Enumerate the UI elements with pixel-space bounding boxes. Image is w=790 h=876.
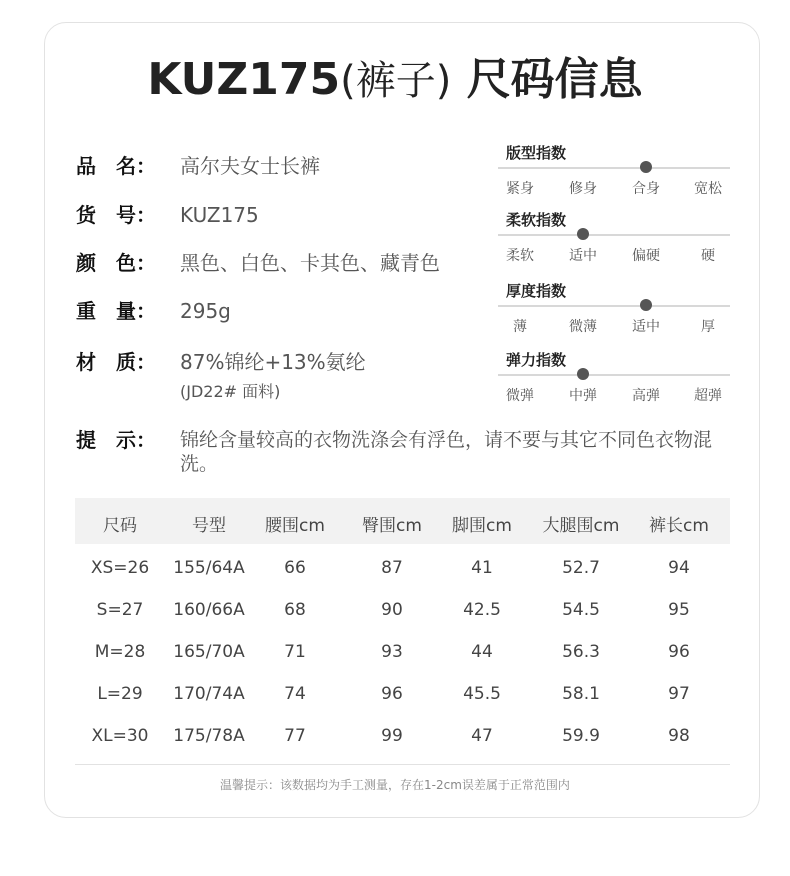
table-cell: XS=26: [90, 558, 150, 578]
index-level: 微薄: [569, 319, 597, 335]
table-cell: XL=30: [91, 726, 149, 746]
table-cell: L=29: [97, 684, 143, 704]
table-row: [75, 590, 730, 632]
index-level: 硬: [701, 248, 715, 264]
info-label: 品 名：: [76, 154, 156, 178]
table-cell: 155/64A: [173, 558, 245, 578]
info-value: 295g: [180, 299, 231, 323]
table-row: [75, 674, 730, 716]
index-title: 版型指数: [506, 144, 567, 162]
table-cell: 56.3: [562, 642, 600, 662]
index-level: 高弹: [632, 388, 660, 404]
info-value: 87%锦纶+13%氨纶: [180, 350, 366, 374]
table-cell: 42.5: [463, 600, 501, 620]
info-label: 货 号：: [76, 203, 156, 227]
table-cell: 52.7: [562, 558, 600, 578]
index-marker: [640, 161, 652, 173]
table-cell: 54.5: [562, 600, 600, 620]
table-header-cell: 大腿围cm: [542, 516, 620, 536]
table-cell: 68: [284, 600, 306, 620]
index-level: 薄: [513, 319, 527, 335]
table-header-row: [75, 498, 730, 544]
index-level: 超弹: [694, 388, 722, 404]
info-label: 重 量：: [76, 299, 156, 323]
table-cell: 41: [471, 558, 493, 578]
table-cell: S=27: [96, 600, 144, 620]
table-row: [75, 632, 730, 674]
index-marker: [640, 299, 652, 311]
index-level: 修身: [569, 181, 597, 197]
table-cell: 160/66A: [173, 600, 245, 620]
index-levels: [498, 316, 730, 336]
info-label: 颜 色：: [76, 251, 156, 275]
info-value: 高尔夫女士长裤: [180, 154, 320, 178]
index-title: 厚度指数: [506, 282, 567, 300]
index-track: [498, 305, 730, 307]
table-cell: 96: [381, 684, 403, 704]
index-level: 柔软: [506, 248, 534, 264]
info-label: 材 质：: [76, 350, 156, 374]
index-track: [498, 234, 730, 236]
table-cell: 98: [668, 726, 690, 746]
table-header-cell: 脚围cm: [452, 516, 512, 536]
table-cell: 170/74A: [173, 684, 245, 704]
index-title: 柔软指数: [506, 211, 567, 229]
table-cell: 97: [668, 684, 690, 704]
index-level: 偏硬: [632, 248, 660, 264]
index-level: 适中: [632, 319, 660, 335]
table-header-cell: 号型: [192, 516, 226, 536]
index-level: 适中: [569, 248, 597, 264]
table-cell: 66: [284, 558, 306, 578]
table-row: [75, 548, 730, 590]
table-cell: 96: [668, 642, 690, 662]
table-cell: 99: [381, 726, 403, 746]
index-level: 微弹: [506, 388, 534, 404]
index-level: 合身: [632, 181, 660, 197]
info-subvalue: (JD22# 面料): [180, 382, 281, 401]
title-code: KUZ175: [147, 54, 341, 105]
table-header-cell: 尺码: [103, 516, 137, 536]
info-label: 提 示：: [76, 428, 156, 452]
info-value: 黑色、白色、卡其色、藏青色: [180, 251, 440, 275]
info-value: KUZ175: [180, 203, 259, 227]
table-cell: 95: [668, 600, 690, 620]
table-header-cell: 腰围cm: [265, 516, 325, 536]
index-levels: [498, 245, 730, 265]
index-track: [498, 374, 730, 376]
table-cell: M=28: [94, 642, 146, 662]
table-cell: 71: [284, 642, 306, 662]
index-level: 宽松: [694, 181, 722, 197]
index-level: 中弹: [569, 388, 597, 404]
table-cell: 59.9: [562, 726, 600, 746]
table-cell: 87: [381, 558, 403, 578]
index-level: 紧身: [506, 181, 534, 197]
index-levels: [498, 385, 730, 405]
table-cell: 58.1: [562, 684, 600, 704]
table-cell: 93: [381, 642, 403, 662]
table-cell: 44: [471, 642, 493, 662]
table-header-cell: 臀围cm: [362, 516, 422, 536]
index-marker: [577, 228, 589, 240]
title-suffix: 尺码信息: [466, 54, 643, 105]
table-cell: 175/78A: [173, 726, 245, 746]
table-cell: 165/70A: [173, 642, 245, 662]
table-row: [75, 716, 730, 758]
table-cell: 47: [471, 726, 493, 746]
table-divider: [75, 764, 730, 765]
info-row-material: [76, 348, 496, 408]
table-cell: 45.5: [463, 684, 501, 704]
table-cell: 90: [381, 600, 403, 620]
index-track: [498, 167, 730, 169]
index-title: 弹力指数: [506, 351, 567, 369]
index-marker: [577, 368, 589, 380]
index-levels: [498, 178, 730, 198]
info-value: 锦纶含量较高的衣物洗涤会有浮色，请不要与其它不同色衣物混洗。: [180, 429, 713, 475]
info-row-tip: [76, 426, 756, 478]
index-level: 厚: [701, 319, 715, 335]
page-title: [0, 52, 790, 109]
footnote: 温馨提示：该数据均为手工测量，存在1-2cm误差属于正常范围内: [220, 778, 570, 792]
table-cell: 77: [284, 726, 306, 746]
table-cell: 94: [668, 558, 690, 578]
table-header-cell: 裤长cm: [649, 516, 709, 536]
table-cell: 74: [284, 684, 306, 704]
title-category: (裤子): [340, 58, 452, 104]
